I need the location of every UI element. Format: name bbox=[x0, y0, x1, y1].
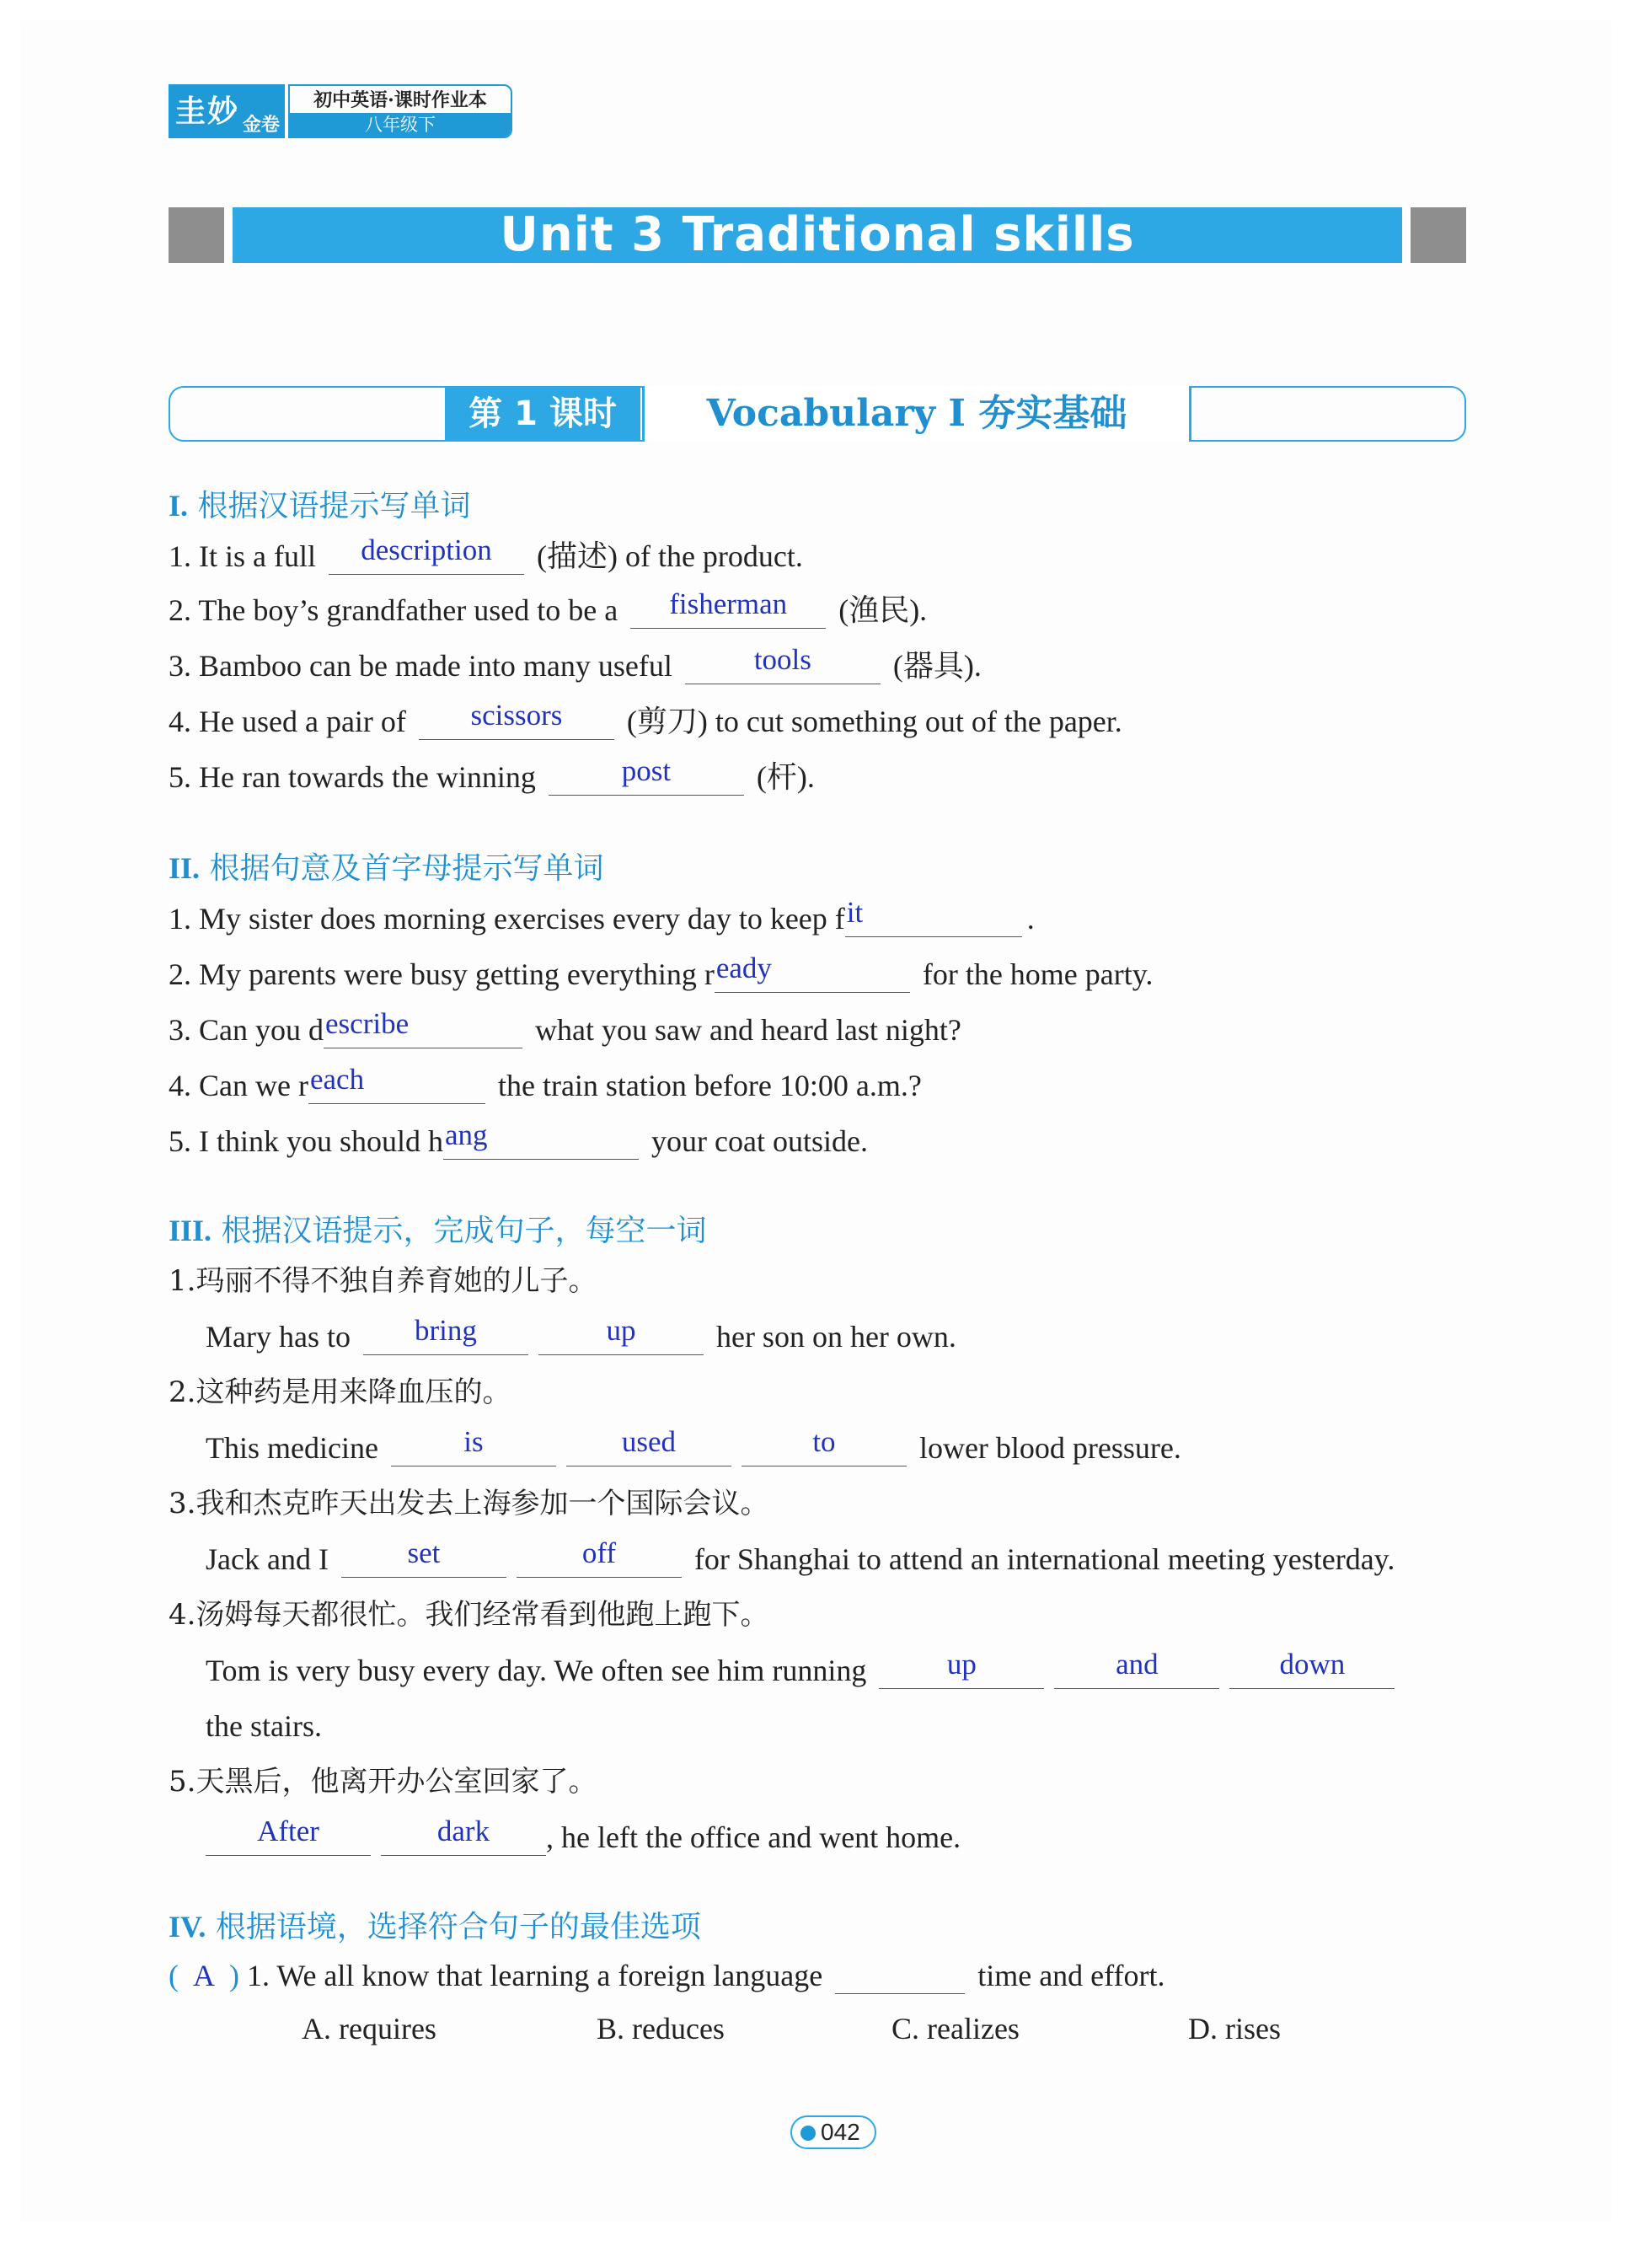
answer-blank[interactable] bbox=[566, 1425, 731, 1466]
item-text: It is a full bbox=[199, 539, 316, 573]
answer-blank[interactable] bbox=[341, 1536, 506, 1578]
list-item bbox=[206, 1815, 961, 1856]
item-text: , he left the office and went home. bbox=[546, 1820, 961, 1854]
item-text: The boy’s grandfather used to be a bbox=[198, 593, 618, 627]
list-item bbox=[206, 1425, 1181, 1466]
list-item bbox=[169, 699, 1122, 740]
item-number: 1. bbox=[169, 1264, 196, 1298]
section-heading: 根据汉语提示写单词 bbox=[197, 489, 471, 523]
item-text: . bbox=[1026, 902, 1035, 936]
page-number-badge bbox=[790, 2115, 876, 2149]
item-number: 5. bbox=[169, 760, 191, 794]
answer-blank[interactable] bbox=[329, 533, 524, 575]
answer-text: tools bbox=[753, 643, 811, 676]
paren-open: ( bbox=[169, 1959, 179, 1992]
list-item bbox=[206, 1314, 956, 1355]
item-number: 4. bbox=[169, 1069, 191, 1102]
answer-parentheses[interactable] bbox=[169, 1959, 239, 1992]
paren-close: ) bbox=[229, 1959, 239, 1992]
section-title bbox=[169, 844, 604, 887]
list-item bbox=[169, 1485, 768, 1522]
item-number: 3. bbox=[169, 1487, 196, 1520]
item-number: 1. bbox=[169, 539, 191, 573]
item-text: the stairs. bbox=[206, 1709, 322, 1743]
list-item bbox=[169, 1118, 868, 1160]
option-a[interactable]: A. requires bbox=[302, 2012, 436, 2045]
answer-blank[interactable] bbox=[517, 1536, 682, 1578]
item-number: 2. bbox=[169, 957, 191, 991]
item-text: (器具). bbox=[892, 649, 982, 683]
section-title bbox=[169, 482, 470, 525]
item-text: Can we r bbox=[199, 1069, 308, 1102]
section-roman: II. bbox=[169, 851, 201, 885]
item-text: time and effort. bbox=[977, 1959, 1165, 1992]
answer-text: is bbox=[463, 1425, 484, 1458]
brand-logo-sub: 金卷 bbox=[242, 115, 280, 136]
lesson-banner bbox=[169, 386, 1466, 442]
answer-blank[interactable] bbox=[685, 643, 881, 684]
answer-text: scissors bbox=[470, 699, 563, 732]
chinese-prompt: 汤姆每天都很忙。我们经常看到他跑上跑下。 bbox=[195, 1598, 769, 1632]
answer-blank[interactable] bbox=[845, 896, 1022, 937]
section-roman: III. bbox=[169, 1214, 212, 1247]
option-d[interactable]: D. rises bbox=[1188, 2012, 1281, 2045]
list-item bbox=[169, 643, 982, 684]
item-text: (杆). bbox=[756, 760, 815, 794]
section-heading: 根据句意及首字母提示写单词 bbox=[209, 851, 604, 886]
answer-text: up bbox=[606, 1314, 636, 1347]
lesson-name: Vocabulary Ⅰ 夯实基础 bbox=[642, 386, 1191, 442]
list-item bbox=[169, 896, 1035, 937]
answer-blank[interactable] bbox=[206, 1815, 371, 1856]
item-text: My sister does morning exercises every day to keep f bbox=[199, 902, 845, 936]
chinese-prompt: 玛丽不得不独自养育她的儿子。 bbox=[195, 1264, 597, 1298]
list-item bbox=[206, 1648, 1400, 1689]
answer-blank[interactable] bbox=[879, 1648, 1044, 1689]
section-roman: IV. bbox=[169, 1910, 206, 1944]
answer-blank[interactable] bbox=[715, 952, 910, 993]
book-title-box bbox=[288, 84, 512, 138]
list-item bbox=[169, 1374, 511, 1411]
item-number: 2. bbox=[169, 593, 191, 627]
answer-text: and bbox=[1116, 1648, 1159, 1681]
answer-blank[interactable] bbox=[1054, 1648, 1219, 1689]
brand-header bbox=[169, 84, 516, 138]
item-number: 5. bbox=[169, 1765, 196, 1799]
answer-text: used bbox=[621, 1425, 677, 1458]
answer-blank[interactable] bbox=[391, 1425, 556, 1466]
answer-blank[interactable] bbox=[742, 1425, 907, 1466]
answer-text: to bbox=[812, 1425, 836, 1458]
section-heading: 根据语境，选择符合句子的最佳选项 bbox=[215, 1910, 701, 1944]
item-text: My parents were busy getting everything r bbox=[199, 957, 715, 991]
answer-text: fisherman bbox=[669, 587, 788, 620]
answer-blank[interactable] bbox=[538, 1314, 704, 1355]
answer-text: bring bbox=[415, 1314, 477, 1347]
item-text: (剪刀) to cut something out of the paper. bbox=[626, 705, 1122, 738]
answer-blank[interactable] bbox=[835, 1960, 965, 1994]
chinese-prompt: 我和杰克昨天出发去上海参加一个国际会议。 bbox=[195, 1487, 769, 1520]
item-number: 1. bbox=[169, 902, 191, 936]
answer-text: up bbox=[946, 1648, 977, 1681]
list-item bbox=[169, 1596, 768, 1633]
answer-text: off bbox=[581, 1536, 617, 1569]
bullet-icon bbox=[800, 2126, 816, 2141]
answer-text: down bbox=[1279, 1648, 1346, 1681]
option-b[interactable]: B. reduces bbox=[597, 2012, 725, 2045]
item-number: 4. bbox=[169, 1598, 196, 1632]
list-item bbox=[169, 533, 803, 575]
item-text: He ran towards the winning bbox=[199, 760, 536, 794]
item-text: for Shanghai to attend an international meeting yesterday. bbox=[693, 1542, 1395, 1576]
item-text: lower blood pressure. bbox=[918, 1431, 1181, 1465]
page-sheet bbox=[21, 21, 1612, 2221]
unit-banner bbox=[169, 207, 1466, 263]
item-number: 5. bbox=[169, 1124, 191, 1158]
answer-text: description bbox=[361, 533, 492, 566]
answer-blank[interactable] bbox=[1229, 1648, 1395, 1689]
list-item bbox=[169, 952, 1154, 993]
answer-text: dark bbox=[436, 1815, 490, 1847]
list-item bbox=[169, 1957, 1165, 1994]
list-item bbox=[169, 1263, 597, 1300]
section-roman: I. bbox=[169, 489, 189, 523]
item-text: We all know that learning a foreign language bbox=[276, 1959, 823, 1992]
item-text: I think you should h bbox=[199, 1124, 444, 1158]
item-text: (描述) of the product. bbox=[536, 539, 803, 573]
item-text: Jack and I bbox=[206, 1542, 329, 1576]
item-number: 4. bbox=[169, 705, 191, 738]
item-text: Bamboo can be made into many useful bbox=[199, 649, 672, 683]
section-title bbox=[169, 1903, 701, 1946]
list-item bbox=[169, 587, 928, 629]
answer-text: post bbox=[621, 754, 672, 787]
item-text: This medicine bbox=[206, 1431, 378, 1465]
answer-blank[interactable] bbox=[324, 1007, 522, 1048]
list-item bbox=[169, 754, 815, 796]
item-number: 3. bbox=[169, 649, 191, 683]
option-c[interactable]: C. realizes bbox=[891, 2012, 1020, 2045]
item-text: Tom is very busy every day. We often see him running bbox=[206, 1654, 867, 1687]
list-item bbox=[169, 1063, 922, 1104]
lesson-number: 第 1 课时 bbox=[445, 386, 640, 442]
answer-blank[interactable] bbox=[549, 754, 744, 796]
list-item bbox=[206, 1536, 1395, 1578]
item-text: Mary has to bbox=[206, 1320, 351, 1354]
brand-logo-text: 圭妙 bbox=[175, 94, 240, 129]
answer-blank[interactable] bbox=[381, 1815, 546, 1856]
unit-title: Unit 3 Traditional skills bbox=[500, 207, 1135, 262]
item-number: 3. bbox=[169, 1013, 191, 1047]
answer-text: A bbox=[193, 1959, 215, 1992]
list-item bbox=[169, 1763, 597, 1800]
item-text: her son on her own. bbox=[715, 1320, 956, 1354]
item-number: 2. bbox=[169, 1375, 196, 1409]
answer-text: eady bbox=[715, 952, 772, 984]
item-text: Can you d bbox=[199, 1013, 324, 1047]
section-heading: 根据汉语提示，完成句子，每空一词 bbox=[221, 1214, 707, 1248]
grade-label: 八年级下 bbox=[290, 113, 511, 137]
answer-text: escribe bbox=[325, 1007, 410, 1040]
answer-text: After bbox=[257, 1815, 319, 1847]
answer-text: ang bbox=[445, 1118, 488, 1151]
item-text: what you saw and heard last night? bbox=[535, 1013, 961, 1047]
answer-text: set bbox=[407, 1536, 441, 1569]
answer-text: each bbox=[309, 1063, 365, 1096]
answer-text: it bbox=[846, 896, 864, 929]
list-item bbox=[169, 1007, 961, 1048]
list-item bbox=[206, 1708, 322, 1745]
answer-blank[interactable] bbox=[363, 1314, 528, 1355]
answer-blank[interactable] bbox=[308, 1063, 485, 1104]
chinese-prompt: 这种药是用来降血压的。 bbox=[195, 1375, 511, 1409]
answer-blank[interactable] bbox=[419, 699, 614, 740]
item-text: (渔民). bbox=[838, 593, 928, 627]
item-text: for the home party. bbox=[922, 957, 1154, 991]
answer-blank[interactable] bbox=[630, 587, 826, 629]
item-text: the train station before 10:00 a.m.? bbox=[497, 1069, 922, 1102]
answer-blank[interactable] bbox=[443, 1118, 639, 1160]
item-number: 1. bbox=[247, 1959, 270, 1992]
section-title bbox=[169, 1207, 707, 1250]
chinese-prompt: 天黑后，他离开办公室回家了。 bbox=[195, 1765, 597, 1799]
book-title: 初中英语·课时作业本 bbox=[313, 89, 487, 111]
brand-logo bbox=[169, 84, 285, 138]
item-text: He used a pair of bbox=[199, 705, 406, 738]
page-number: 042 bbox=[821, 2119, 860, 2145]
item-text: your coat outside. bbox=[651, 1124, 868, 1158]
